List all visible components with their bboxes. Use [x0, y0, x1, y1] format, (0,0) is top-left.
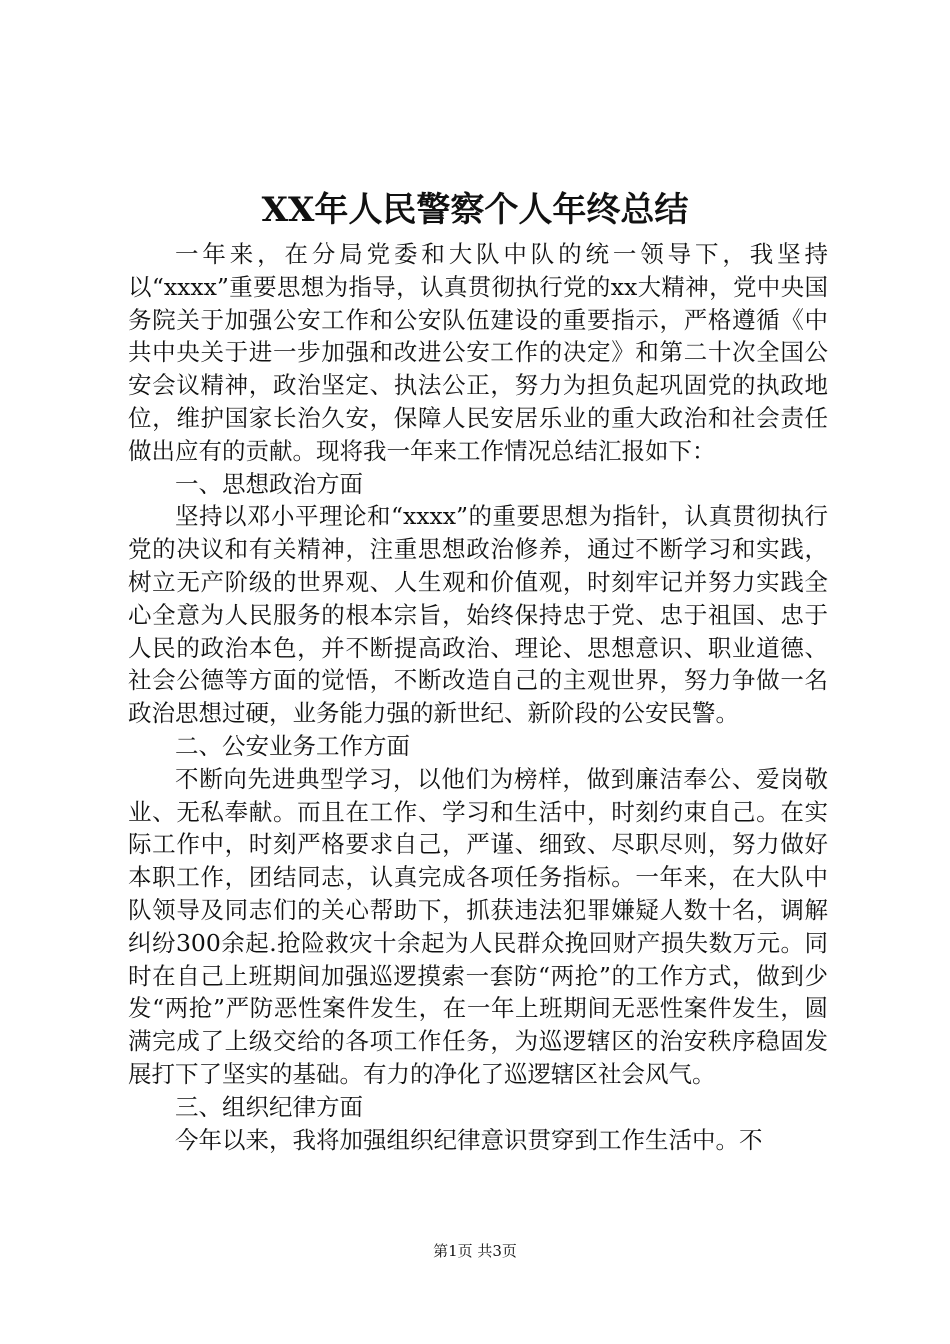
page-footer: 第1页 共3页 — [433, 1242, 517, 1260]
section-heading-2: 二、公安业务工作方面 — [175, 731, 410, 760]
paragraph-section-1: 坚持以邓小平理论和“xxxx”的重要思想为指针，认真贯彻执行党的决议和有关精神，注重思想政治修养，通过不断学习和实践，树立无产阶级的世界观、人生观和价值观，时刻牢记并努力实践全心全意为人民服务的根本宗旨，始终保持忠于党、忠于祖国、忠于人民的政治本色，并不断提高政治、理论、思想意识、职业道德、社会公德等方面的觉悟，不断改造自己的主观世界，努力争做一名政治思想过硬，业务能力强的新世纪、新阶段的公安民警。 — [128, 502, 828, 728]
section-heading-1: 一、思想政治方面 — [175, 469, 363, 498]
document-title: XX年人民警察个人年终总结 — [261, 190, 689, 230]
document-body — [128, 238, 828, 1156]
paragraph-section-2: 不断向先进典型学习，以他们为榜样，做到廉洁奉公、爱岗敬业、无私奉献。而且在工作、学习和生活中，时刻约束自己。在实际工作中，时刻严格要求自己，严谨、细致、尽职尽则，努力做好本职工作，团结同志，认真完成各项任务指标。一年来，在大队中队领导及同志们的关心帮助下，抓获违法犯罪嫌疑人数十名，调解纠纷300余起.抢险救灾十余起为人民群众挽回财产损失数万元。同时在自己上班期间加强巡逻摸索一套防“两抢”的工作方式，做到少发“两抢”严防恶性案件发生，在一年上班期间无恶性案件发生，圆满完成了上级交给的各项工作任务，为巡逻辖区的治安秩序稳固发展打下了坚实的基础。有力的净化了巡逻辖区社会风气。 — [128, 764, 828, 1088]
paragraph-section-3: 今年以来，我将加强组织纪律意识贯穿到工作生活中。不 — [175, 1125, 763, 1154]
paragraph-intro: 一年来，在分局党委和大队中队的统一领导下，我坚持以“xxxx”重要思想为指导，认真贯彻执行党的xx大精神，党中央国务院关于加强公安工作和公安队伍建设的重要指示，严格遵循《中共中央关于进一步加强和改进公安工作的决定》和第二十次全国公安会议精神，政治坚定、执法公正，努力为担负起巩固党的执政地位，维护国家长治久安，保障人民安居乐业的重大政治和社会责任做出应有的贡献。现将我一年来工作情况总结汇报如下： — [128, 240, 828, 465]
section-heading-3: 三、组织纪律方面 — [175, 1092, 363, 1121]
